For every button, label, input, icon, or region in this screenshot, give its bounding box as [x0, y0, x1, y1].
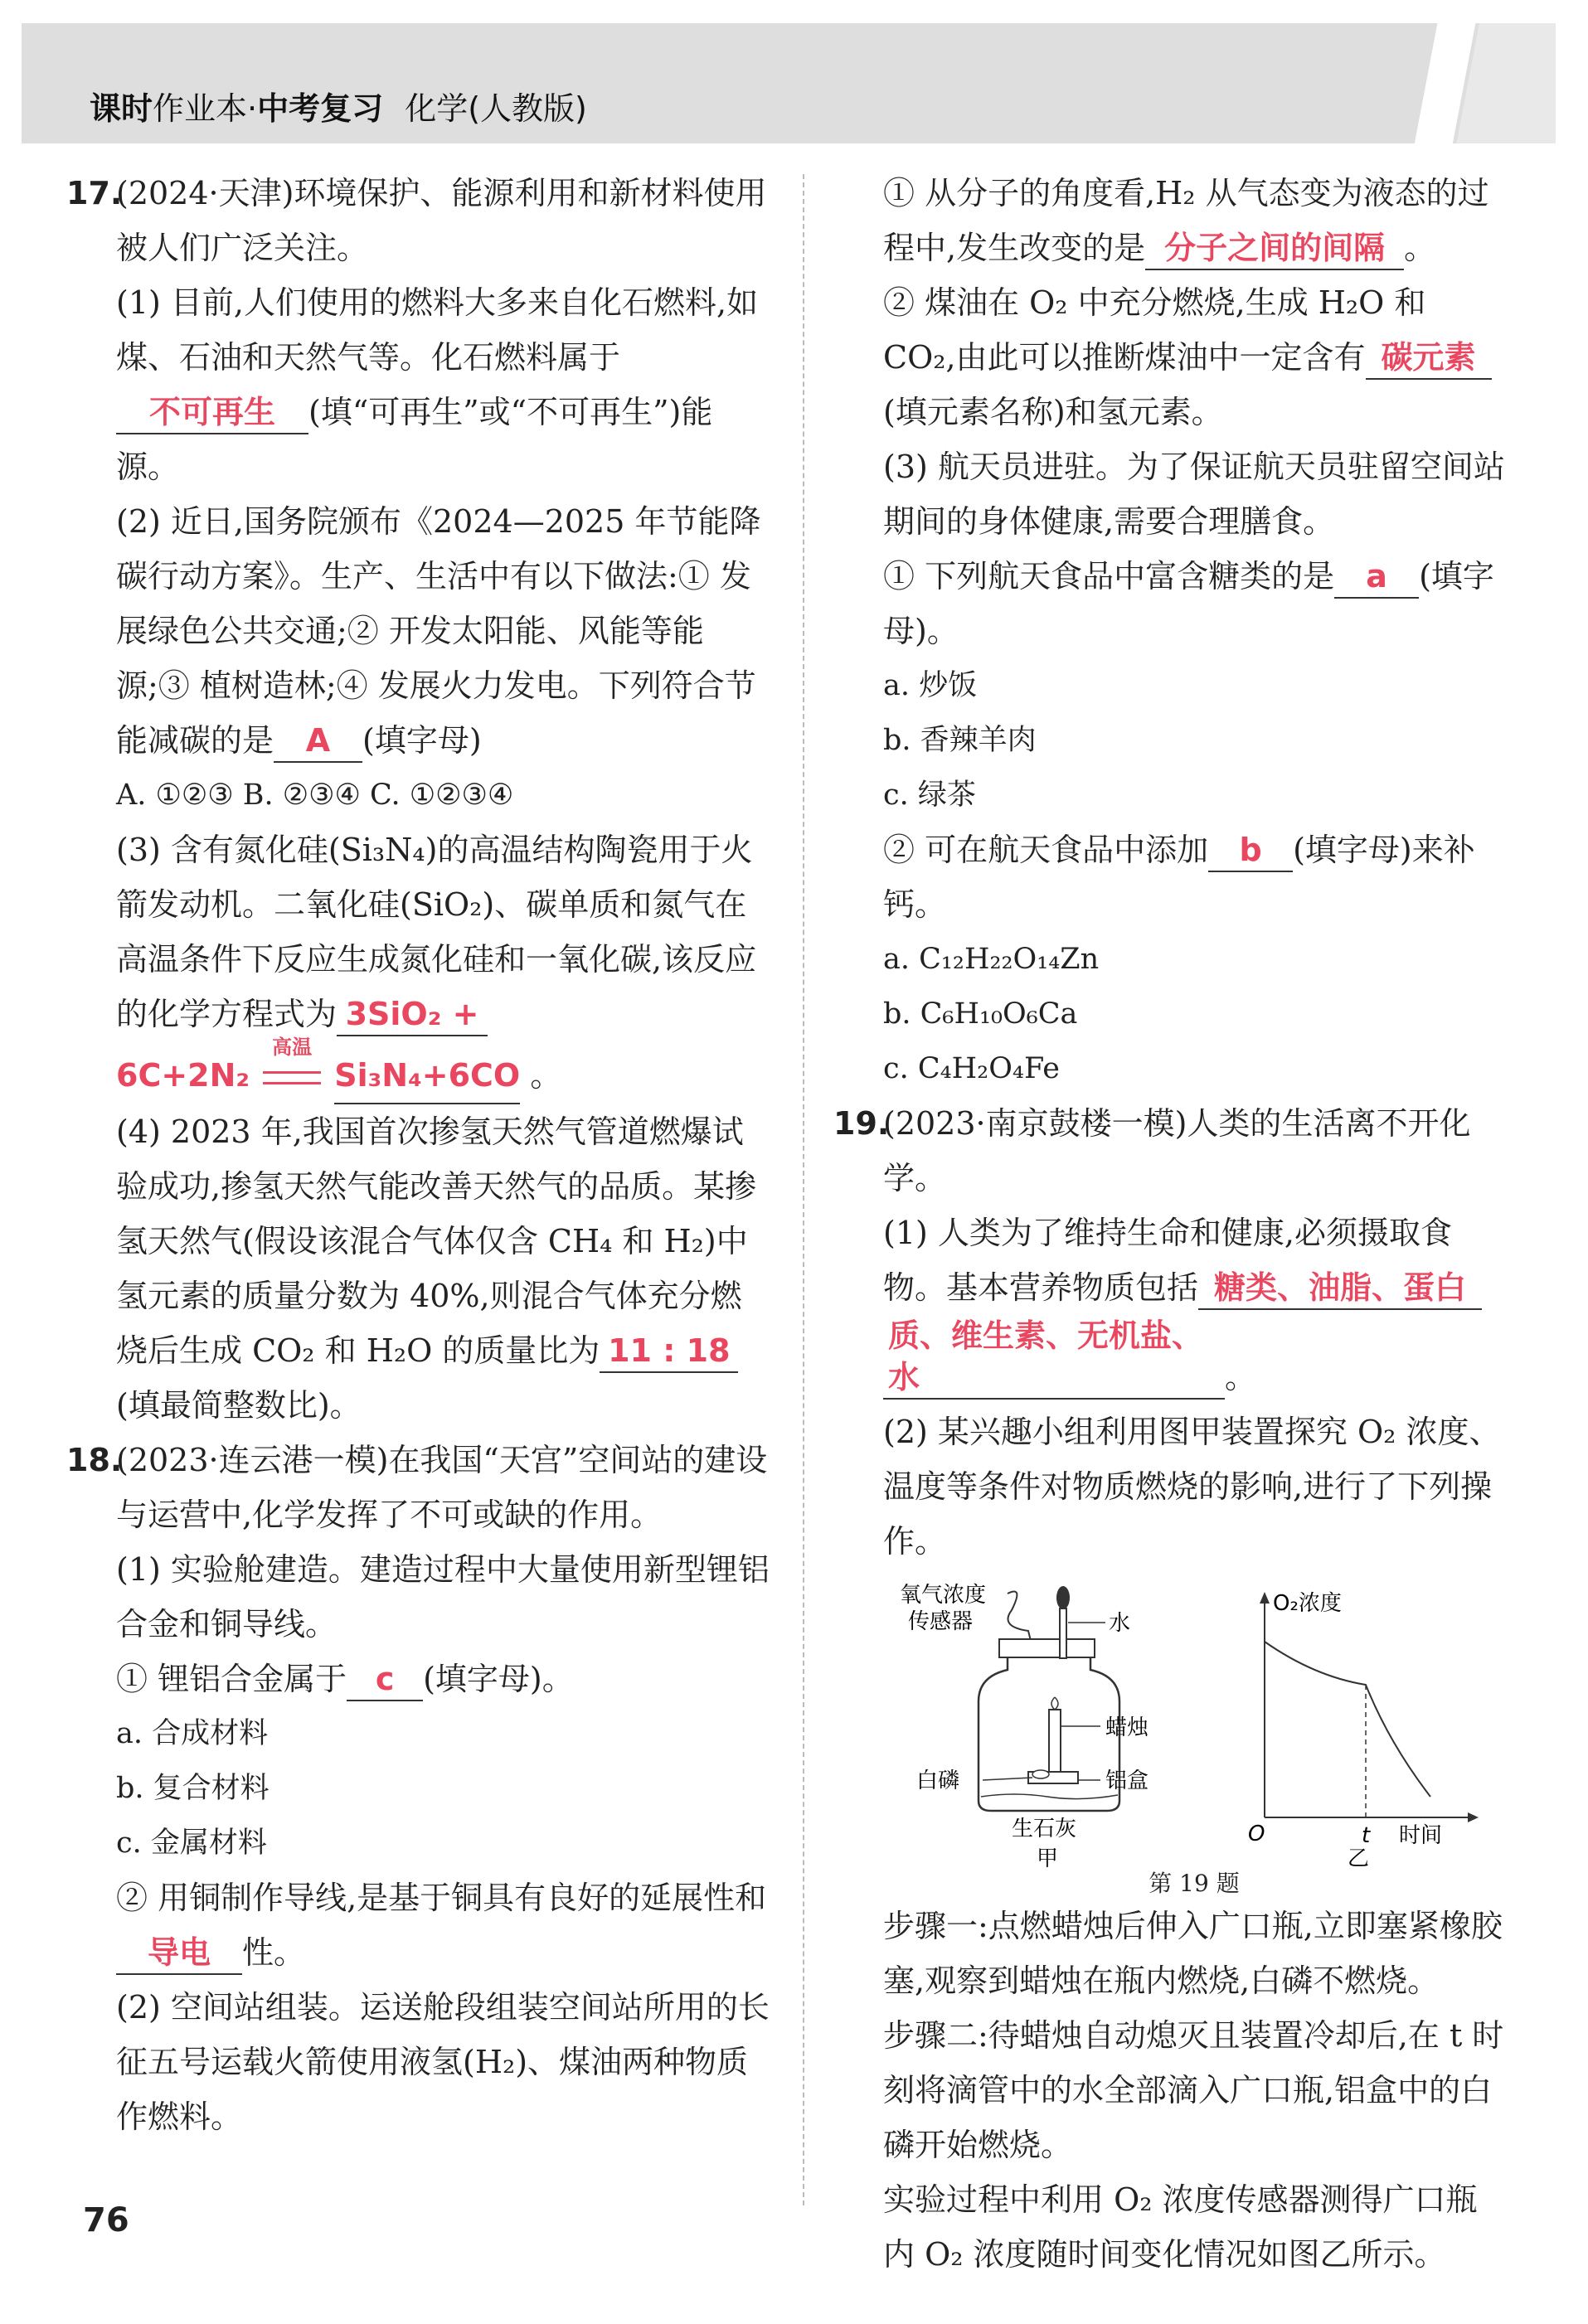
q18-part2-q1: ① 从分子的角度看,H₂ 从气态变为液态的过程中,发生改变的是 分子之间的间隔 。	[883, 166, 1505, 275]
label-phos: 白磷	[916, 1768, 960, 1793]
q18-part2: (2) 空间站组装。运送舱段组装空间站所用的长征五号运载火箭使用液氢(H₂)、煤油两种物质作燃料。	[116, 1989, 770, 2135]
header-title: 课时作业本·中考复习 化学(人教版)	[90, 90, 587, 127]
q18-option-a: a. 合成材料	[116, 1717, 269, 1750]
label-sensor2: 传感器	[908, 1609, 974, 1634]
q19-step2: 步骤二:待蜡烛自动熄灭且装置冷却后,在 t 时刻将滴管中的水全部滴入广口瓶,铝盒中的白磷开始燃烧。	[883, 2017, 1504, 2163]
white-phosphorus	[1032, 1770, 1049, 1778]
q18-ca-c: c. C₄H₂O₄Fe	[883, 1052, 1061, 1085]
figure-caption: 第 19 题	[1149, 1870, 1240, 1897]
label-candle: 蜡烛	[1105, 1715, 1149, 1740]
q18-answer-3: 分子之间的间隔	[1145, 227, 1404, 270]
q18-part3: (3) 航天员进驻。为了保证航天员驻留空间站期间的身体健康,需要合理膳食。	[883, 449, 1505, 540]
q17-answer-2: A	[274, 720, 362, 763]
q19-diagram	[883, 1577, 1505, 1871]
label-box: 铝盒	[1105, 1768, 1149, 1793]
q17-options: A. ①②③ B. ②③④ C. ①②③④	[116, 779, 514, 812]
label-xlabel: 时间	[1399, 1823, 1443, 1848]
label-sensor: 氧气浓度	[900, 1583, 987, 1608]
q17-equation: 6C+2N₂ 高温 Si₃N₄+6CO 。	[116, 1048, 771, 1104]
label-jia: 甲	[1037, 1846, 1059, 1871]
q17-answer-4: 11 : 18	[600, 1330, 738, 1373]
q18-part1-q2: ② 用铜制作导线,是基于铜具有良好的延展性和导电 性。	[116, 1870, 771, 1980]
q17-part2: (2) 近日,国务院颁布《2024—2025 年节能降碳行动方案》。生产、生活中有以下做法:① 发展绿色公共交通;② 开发太阳能、风能等能源;③ 植树造林;④ 发展火力发电。下列符合节能减碳的是 A (填字母)	[116, 494, 771, 768]
q17-part3: (3) 含有氮化硅(Si₃N₄)的高温结构陶瓷用于火箭发动机。二氧化硅(SiO₂)、碳单质和氮气在高温条件下反应生成氮化硅和一氧化碳,该反应的化学方程式为 3SiO₂ +	[116, 822, 771, 1041]
q17-answer-3a: 3SiO₂ +	[337, 993, 488, 1036]
left-column	[66, 166, 771, 2144]
q17-answer-1: 不可再生	[116, 391, 308, 434]
q18-intro: 18.(2023·连云港一模)在我国“天宫”空间站的建设与运营中,化学发挥了不可或缺的作用。	[66, 1442, 768, 1533]
label-yi: 乙	[1348, 1846, 1370, 1871]
q18-food-c: c. 绿茶	[883, 779, 976, 812]
q18-part2-q2: ② 煤油在 O₂ 中充分燃烧,生成 H₂O 和 CO₂,由此可以推断煤油中一定含有 碳元素(填元素名称)和氢元素。	[883, 275, 1505, 439]
x-arrow	[1468, 1812, 1479, 1822]
q19-figure	[883, 1577, 1505, 1871]
q18-part3-q1: ① 下列航天食品中富含糖类的是 a (填字母)。	[883, 549, 1505, 658]
q19-answer-1b: 质、维生素、无机盐、水	[883, 1315, 1225, 1400]
page-number: 76	[83, 2201, 129, 2239]
q18-ca-b: b. C₆H₁₀O₆Ca	[883, 997, 1078, 1031]
q18-ca-a: a. C₁₂H₂₂O₁₄Zn	[883, 943, 1100, 976]
q18-answer-2: 导电	[116, 1932, 242, 1975]
label-water: 水	[1109, 1611, 1131, 1636]
q18-answer-1: c	[347, 1658, 423, 1701]
q18-food-b: b. 香辣羊肉	[883, 724, 1037, 757]
equation-left: 6C+2N₂	[116, 1057, 250, 1094]
label-lime: 生石灰	[1012, 1817, 1077, 1841]
q18-answer-4: 碳元素	[1366, 337, 1492, 380]
phos-pointer	[983, 1778, 1032, 1780]
dropper-tube	[1060, 1608, 1066, 1658]
q17-part4: (4) 2023 年,我国首次掺氢天然气管道燃爆试验成功,掺氢天然气能改善天然气的品质。某掺氢天然气(假设该混合气体仅含 CH₄ 和 H₂)中氢元素的质量分数为 40%,则混合气体充分燃烧后生成 CO₂ 和 H₂O 的质量比为 11 : 18(填最简整数比)。	[116, 1113, 757, 1424]
label-ylabel: O₂浓度	[1273, 1591, 1342, 1616]
q19-part1: (1) 人类为了维持生命和健康,必须摄取食物。基本营养物质包括 糖类、油脂、蛋白 质、维生素、无机盐、水 。	[883, 1206, 1505, 1405]
o2-curve	[1265, 1642, 1430, 1797]
q19-intro: 19.(2023·南京鼓楼一模)人类的生活离不开化学。	[833, 1105, 1471, 1196]
q19-step1: 步骤一:点燃蜡烛后伸入广口瓶,立即塞紧橡胶塞,观察到蜡烛在瓶内燃烧,白磷不燃烧。	[883, 1908, 1503, 1999]
q17-part1: (1) 目前,人们使用的燃料大多来自化石燃料,如煤、石油和天然气等。化石燃料属于 不可再生 (填“可再生”或“不可再生”)能源。	[116, 284, 759, 485]
stopper	[999, 1639, 1095, 1657]
q18-food-a: a. 炒饭	[883, 669, 978, 702]
flame	[1051, 1697, 1058, 1710]
lime-layer	[981, 1794, 1118, 1799]
q19-answer-1a: 糖类、油脂、蛋白	[1198, 1267, 1482, 1310]
label-origin: O	[1248, 1822, 1265, 1846]
label-t: t	[1362, 1823, 1371, 1848]
equation-arrow: 高温	[260, 1048, 324, 1103]
q18-option-c: c. 金属材料	[116, 1827, 267, 1860]
q18-part1: (1) 实验舱建造。建造过程中大量使用新型锂铝合金和铜导线。	[116, 1551, 770, 1642]
q18-part1-q1: ① 锂铝合金属于 c (填字母)。	[116, 1652, 771, 1706]
right-column	[833, 166, 1505, 2282]
q18-option-b: b. 复合材料	[116, 1772, 270, 1805]
q19-part2: (2) 某兴趣小组利用图甲装置探究 O₂ 浓度、温度等条件对物质燃烧的影响,进行了下列操作。	[883, 1414, 1501, 1560]
column-divider	[803, 174, 804, 2205]
q18-answer-5: a	[1334, 556, 1419, 599]
q17-intro: 17.(2024·天津)环境保护、能源利用和新材料使用被人们广泛关注。	[66, 175, 767, 266]
y-arrow	[1260, 1592, 1270, 1604]
dropper-bulb	[1056, 1586, 1070, 1609]
q19-step3: 实验过程中利用 O₂ 浓度传感器测得广口瓶内 O₂ 浓度随时间变化情况如图乙所示。	[883, 2181, 1478, 2273]
equation-right: Si₃N₄+6CO	[334, 1048, 520, 1104]
q18-answer-6: b	[1208, 829, 1293, 872]
q18-part3-q2: ② 可在航天食品中添加 b (填字母)来补钙。	[883, 822, 1505, 932]
candle	[1049, 1710, 1061, 1772]
